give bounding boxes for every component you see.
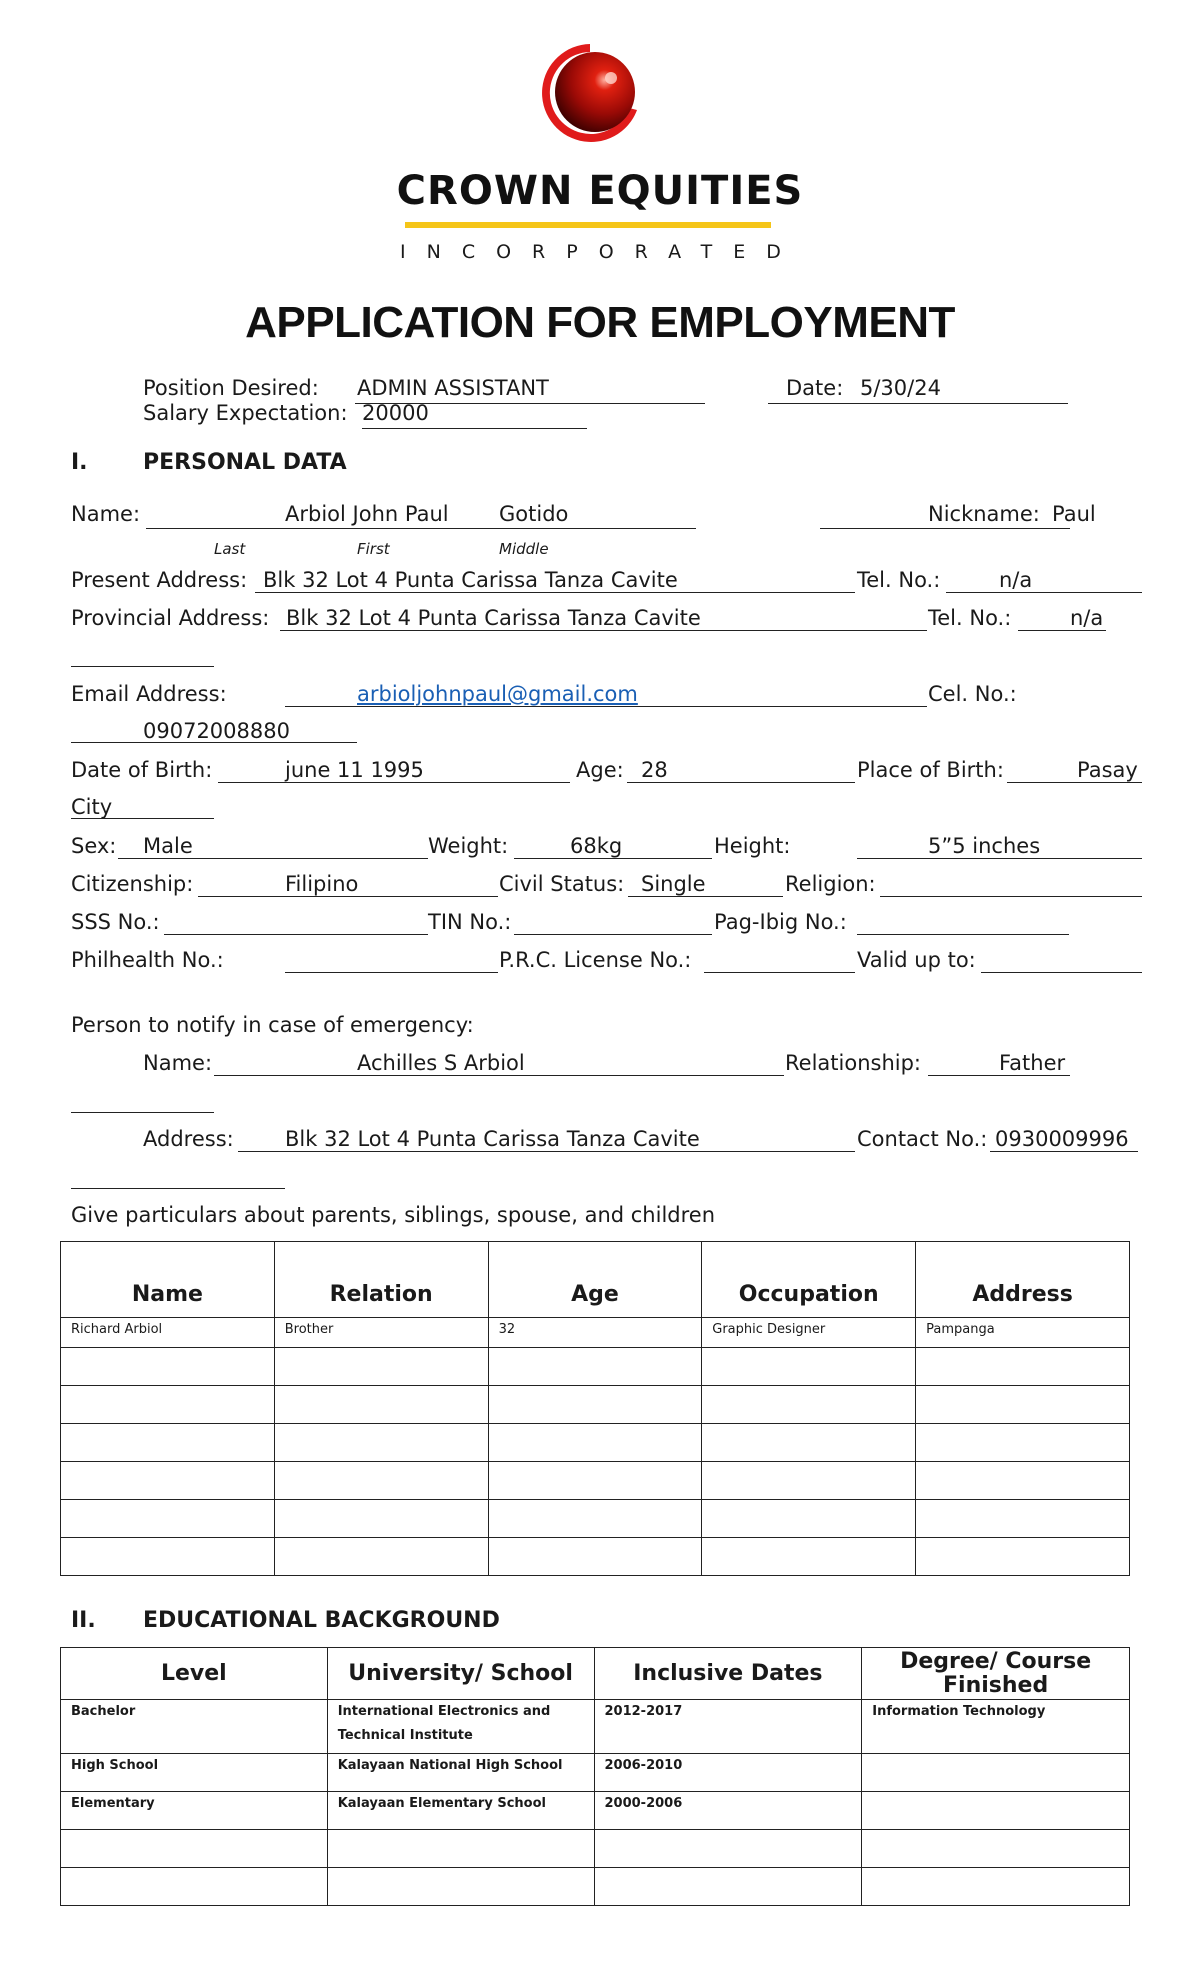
column-header: Degree/ Course Finished: [862, 1648, 1130, 1700]
table-cell[interactable]: Brother: [274, 1318, 488, 1348]
emergency-name-line: [214, 1075, 784, 1076]
section-number: II.: [71, 1608, 96, 1633]
emergency-name-value[interactable]: Achilles S Arbiol: [357, 1051, 525, 1075]
pob-value-cont[interactable]: City: [71, 795, 113, 819]
email-label: Email Address:: [71, 682, 227, 706]
tel-line: [1018, 630, 1106, 631]
table-cell[interactable]: [702, 1462, 916, 1500]
table-cell[interactable]: [862, 1830, 1130, 1868]
section-title: EDUCATIONAL BACKGROUND: [143, 1608, 500, 1633]
emergency-heading: Person to notify in case of emergency:: [71, 1013, 474, 1037]
table-cell[interactable]: [702, 1348, 916, 1386]
table-cell[interactable]: [327, 1830, 594, 1868]
column-header: Occupation: [702, 1242, 916, 1318]
column-header: Name: [61, 1242, 275, 1318]
table-cell[interactable]: Kalayaan National High School: [327, 1754, 594, 1792]
provincial-address-value[interactable]: Blk 32 Lot 4 Punta Carissa Tanza Cavite: [286, 606, 701, 630]
name-label: Name:: [71, 502, 141, 526]
tel-line: [946, 592, 1142, 593]
column-header: Level: [61, 1648, 328, 1700]
family-header-row: [61, 1242, 1130, 1318]
salary-label: Salary Expectation:: [143, 401, 348, 425]
table-cell[interactable]: [327, 1868, 594, 1906]
weight-line: [514, 858, 712, 859]
table-cell[interactable]: [61, 1348, 275, 1386]
sss-label: SSS No.:: [71, 910, 160, 934]
philhealth-line: [285, 972, 498, 973]
present-address-label: Present Address:: [71, 568, 248, 592]
column-header: Inclusive Dates: [594, 1648, 862, 1700]
sub-label-last: Last: [214, 540, 246, 558]
table-row: [61, 1462, 1130, 1500]
contact-value[interactable]: 0930009996: [995, 1127, 1129, 1151]
salary-value[interactable]: 20000: [362, 401, 429, 425]
table-cell[interactable]: [274, 1462, 488, 1500]
sex-line: [118, 858, 428, 859]
tin-label: TIN No.:: [428, 910, 512, 934]
table-cell[interactable]: [702, 1386, 916, 1424]
table-row: [61, 1868, 1130, 1906]
provincial-address-line: [280, 630, 927, 631]
family-table: [60, 1241, 1130, 1576]
table-row: [61, 1348, 1130, 1386]
blank-line: [71, 666, 214, 667]
name-line: [146, 528, 696, 529]
table-cell[interactable]: [862, 1754, 1130, 1792]
pob-label: Place of Birth:: [857, 758, 1004, 782]
table-cell[interactable]: 2000-2006: [594, 1792, 862, 1830]
email-line: [285, 706, 927, 707]
emergency-address-line: [238, 1151, 855, 1152]
nickname-value[interactable]: Paul: [1052, 502, 1096, 526]
column-header: Relation: [274, 1242, 488, 1318]
table-cell[interactable]: [488, 1348, 702, 1386]
valid-line: [981, 972, 1142, 973]
table-row: [61, 1754, 1130, 1792]
contact-label: Contact No.:: [857, 1127, 988, 1151]
table-cell[interactable]: International Electronics and Technical Institute: [327, 1700, 594, 1754]
column-header: University/ School: [327, 1648, 594, 1700]
table-cell[interactable]: [916, 1386, 1130, 1424]
age-line: [627, 782, 855, 783]
table-row: [61, 1500, 1130, 1538]
prc-line: [704, 972, 855, 973]
name-first-value[interactable]: Arbiol John Paul: [285, 502, 449, 526]
table-cell[interactable]: [488, 1538, 702, 1576]
civil-status-value[interactable]: Single: [641, 872, 706, 896]
relationship-label: Relationship:: [785, 1051, 921, 1075]
present-address-value[interactable]: Blk 32 Lot 4 Punta Carissa Tanza Cavite: [263, 568, 678, 592]
table-cell[interactable]: [274, 1386, 488, 1424]
civil-status-label: Civil Status:: [499, 872, 625, 896]
section-number: I.: [71, 450, 88, 475]
dob-value[interactable]: june 11 1995: [285, 758, 424, 782]
salary-line: [362, 428, 587, 429]
tel-value[interactable]: n/a: [1070, 606, 1104, 630]
tin-line: [514, 934, 712, 935]
table-cell[interactable]: [274, 1538, 488, 1576]
nickname-line: [820, 528, 1070, 529]
table-cell[interactable]: 32: [488, 1318, 702, 1348]
table-cell[interactable]: 2006-2010: [594, 1754, 862, 1792]
tel-label: Tel. No.:: [857, 568, 941, 592]
pob-line: [1007, 782, 1142, 783]
relationship-line: [928, 1075, 1070, 1076]
name-middle-value[interactable]: Gotido: [499, 502, 569, 526]
age-value[interactable]: 28: [641, 758, 668, 782]
emergency-address-value[interactable]: Blk 32 Lot 4 Punta Carissa Tanza Cavite: [285, 1127, 700, 1151]
cel-value[interactable]: 09072008880: [143, 719, 290, 743]
table-cell[interactable]: [916, 1348, 1130, 1386]
pagibig-label: Pag-Ibig No.:: [714, 910, 847, 934]
cel-label: Cel. No.:: [928, 682, 1017, 706]
table-cell[interactable]: [61, 1868, 328, 1906]
height-value[interactable]: 5”5 inches: [928, 834, 1041, 858]
section-title: PERSONAL DATA: [143, 450, 347, 475]
table-cell[interactable]: [61, 1538, 275, 1576]
table-cell[interactable]: [488, 1462, 702, 1500]
citizenship-value[interactable]: Filipino: [285, 872, 359, 896]
table-cell[interactable]: [594, 1868, 862, 1906]
table-cell[interactable]: Pampanga: [916, 1318, 1130, 1348]
table-cell[interactable]: [61, 1830, 328, 1868]
table-row: [61, 1700, 1130, 1754]
column-header: Address: [916, 1242, 1130, 1318]
table-cell[interactable]: [61, 1386, 275, 1424]
citizenship-label: Citizenship:: [71, 872, 194, 896]
table-cell[interactable]: [862, 1868, 1130, 1906]
table-cell[interactable]: [916, 1500, 1130, 1538]
civil-status-line: [628, 896, 783, 897]
position-value[interactable]: ADMIN ASSISTANT: [357, 376, 549, 400]
sub-label-middle: Middle: [499, 540, 549, 558]
table-cell[interactable]: 2012-2017: [594, 1700, 862, 1754]
sex-value[interactable]: Male: [143, 834, 193, 858]
table-cell[interactable]: [274, 1500, 488, 1538]
contact-line: [990, 1151, 1138, 1152]
blank-line: [71, 1112, 214, 1113]
table-cell[interactable]: [274, 1348, 488, 1386]
date-line: [768, 403, 1068, 404]
table-cell[interactable]: Bachelor: [61, 1700, 328, 1754]
table-cell[interactable]: [702, 1500, 916, 1538]
table-cell[interactable]: Richard Arbiol: [61, 1318, 275, 1348]
emergency-name-label: Name:: [143, 1051, 213, 1075]
company-logo: [537, 40, 643, 146]
religion-label: Religion:: [785, 872, 876, 896]
table-cell[interactable]: [702, 1538, 916, 1576]
pagibig-line: [857, 934, 1069, 935]
provincial-address-label: Provincial Address:: [71, 606, 270, 630]
education-header-row: [61, 1648, 1130, 1700]
blank-line: [71, 1188, 285, 1189]
column-header: Age: [488, 1242, 702, 1318]
table-cell[interactable]: [488, 1386, 702, 1424]
relationship-value[interactable]: Father: [999, 1051, 1066, 1075]
sex-label: Sex:: [71, 834, 117, 858]
height-label: Height:: [714, 834, 791, 858]
citizenship-line: [198, 896, 498, 897]
table-cell[interactable]: Kalayaan Elementary School: [327, 1792, 594, 1830]
present-address-line: [255, 592, 855, 593]
table-row: [61, 1792, 1130, 1830]
form-title: APPLICATION FOR EMPLOYMENT: [245, 298, 955, 347]
date-value[interactable]: 5/30/24: [860, 376, 941, 400]
table-cell[interactable]: [916, 1462, 1130, 1500]
dob-line: [218, 782, 570, 783]
table-row: [61, 1424, 1130, 1462]
table-cell[interactable]: [61, 1462, 275, 1500]
table-cell[interactable]: [274, 1424, 488, 1462]
table-row: [61, 1830, 1130, 1868]
company-subtitle: INCORPORATED: [400, 241, 802, 263]
table-cell[interactable]: [488, 1500, 702, 1538]
table-row: [61, 1538, 1130, 1576]
valid-label: Valid up to:: [857, 948, 976, 972]
table-cell[interactable]: Graphic Designer: [702, 1318, 916, 1348]
weight-value[interactable]: 68kg: [570, 834, 623, 858]
sss-line: [164, 934, 428, 935]
education-table: [60, 1647, 1130, 1906]
nickname-label: Nickname:: [928, 502, 1040, 526]
table-cell[interactable]: [862, 1792, 1130, 1830]
email-value[interactable]: arbioljohnpaul@gmail.com: [357, 682, 638, 706]
sub-label-first: First: [357, 540, 390, 558]
date-label: Date:: [786, 376, 844, 400]
table-cell[interactable]: [594, 1830, 862, 1868]
table-cell[interactable]: High School: [61, 1754, 328, 1792]
table-cell[interactable]: [488, 1424, 702, 1462]
tel-value[interactable]: n/a: [999, 568, 1033, 592]
table-row: [61, 1318, 1130, 1348]
table-cell[interactable]: [61, 1424, 275, 1462]
table-cell[interactable]: Information Technology: [862, 1700, 1130, 1754]
prc-label: P.R.C. License No.:: [499, 948, 692, 972]
age-label: Age:: [576, 758, 624, 782]
company-name: CROWN EQUITIES: [396, 168, 804, 214]
dob-label: Date of Birth:: [71, 758, 213, 782]
weight-label: Weight:: [428, 834, 509, 858]
table-cell[interactable]: [61, 1500, 275, 1538]
position-label: Position Desired:: [143, 376, 319, 400]
height-line: [857, 858, 1142, 859]
pob-value[interactable]: Pasay: [1077, 758, 1138, 782]
brand-underline: [405, 222, 771, 228]
table-cell[interactable]: [916, 1538, 1130, 1576]
tel-label: Tel. No.:: [928, 606, 1012, 630]
table-cell[interactable]: [916, 1424, 1130, 1462]
emergency-address-label: Address:: [143, 1127, 234, 1151]
religion-line: [880, 896, 1142, 897]
table-cell[interactable]: Elementary: [61, 1792, 328, 1830]
table-row: [61, 1386, 1130, 1424]
philhealth-label: Philhealth No.:: [71, 948, 224, 972]
table-cell[interactable]: [702, 1424, 916, 1462]
family-intro: Give particulars about parents, siblings, spouse, and children: [71, 1203, 716, 1227]
